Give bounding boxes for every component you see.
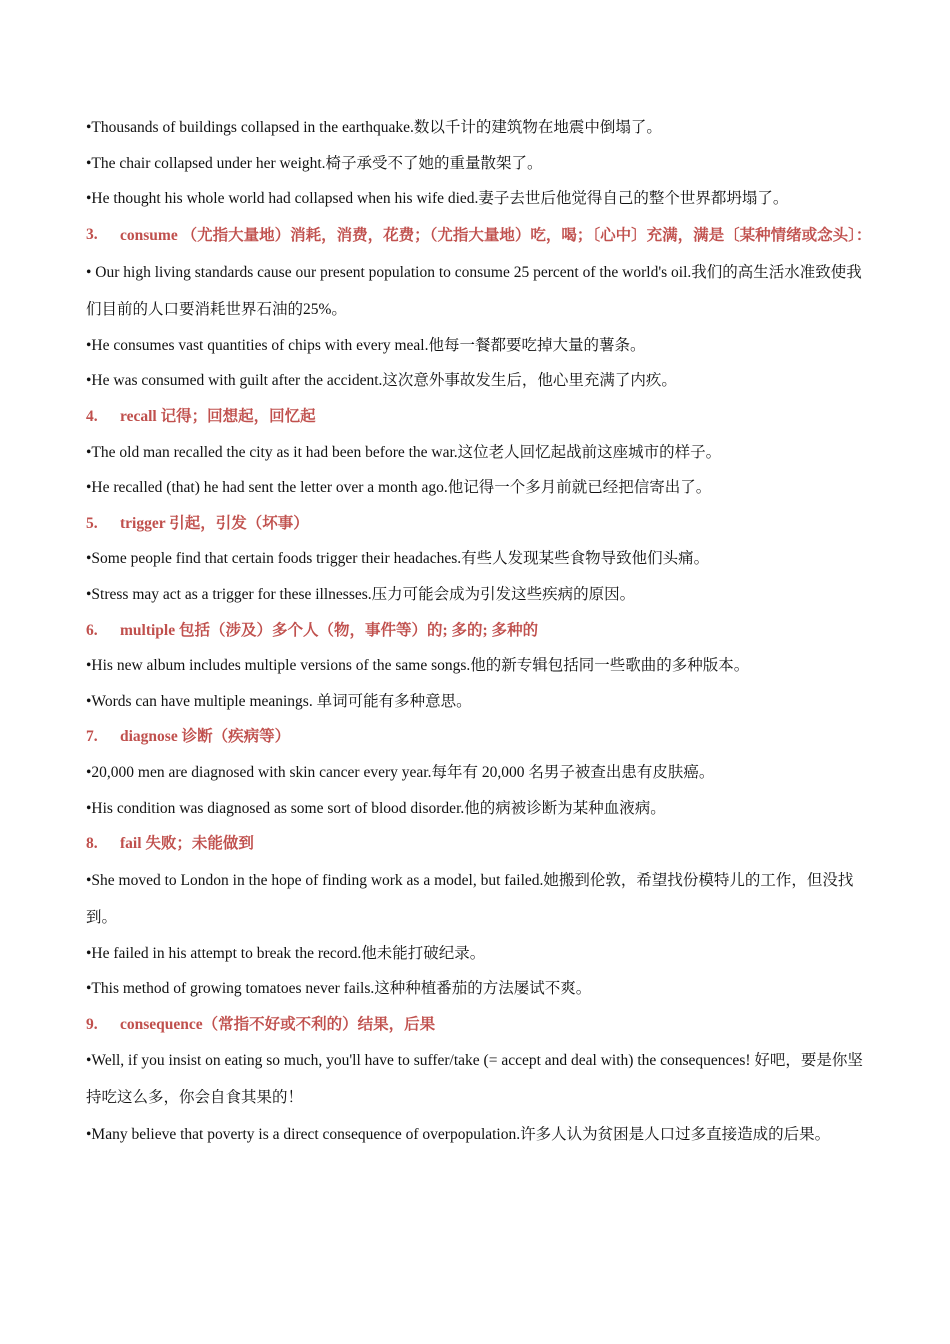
example-sentence: •He thought his whole world had collapsed when his wife died.妻子去世后他觉得自己的整个世界都坍塌了。 xyxy=(86,190,789,208)
example-sentence: •Thousands of buildings collapsed in the earthquake.数以千计的建筑物在地震中倒塌了。 xyxy=(86,119,662,136)
heading-number: 9. xyxy=(86,1015,98,1033)
heading-number: 8. xyxy=(86,835,98,853)
heading-number: 3. xyxy=(86,225,98,243)
vocabulary-content xyxy=(86,110,876,1153)
heading-number: 4. xyxy=(86,407,98,425)
example-sentence: •His new album includes multiple versions of the same songs.他的新专辑包括同一些歌曲的多种版本。 xyxy=(86,657,750,675)
example-sentence: •His condition was diagnosed as some sort of blood disorder.他的病被诊断为某种血液病。 xyxy=(86,799,666,817)
vocab-heading-trigger xyxy=(86,506,876,542)
heading-text: recall 记得；回想起，回忆起 xyxy=(120,407,316,425)
heading-text: diagnose 诊断（疾病等） xyxy=(120,728,291,746)
heading-text: fail 失败；未能做到 xyxy=(120,835,254,853)
example-sentence: • Our high living standards cause our present population to consume 25 percent of the world's oil.我们的高生活水准致使我们目前的人口要消耗世界石油的25%。 xyxy=(86,263,862,318)
example-sentence: •This method of growing tomatoes never fails.这种种植番茄的方法屡试不爽。 xyxy=(86,980,592,998)
vocab-heading-multiple xyxy=(86,613,876,649)
heading-number: 6. xyxy=(86,621,98,639)
heading-text: consume （尤指大量地）消耗，消费，花费；（尤指大量地）吃，喝；〔心中〕充满，满是〔某种情绪或念头〕： xyxy=(120,226,872,244)
example-sentence: •He failed in his attempt to break the record.他未能打破纪录。 xyxy=(86,944,486,962)
example-sentence: •Stress may act as a trigger for these illnesses.压力可能会成为引发这些疾病的原因。 xyxy=(86,585,636,603)
example-sentence: •He was consumed with guilt after the accident.这次意外事故发生后，他心里充满了内疚。 xyxy=(86,372,677,390)
heading-text: consequence（常指不好或不利的）结果，后果 xyxy=(120,1015,436,1033)
heading-number: 7. xyxy=(86,728,98,746)
vocab-heading-diagnose xyxy=(86,719,876,755)
heading-text: multiple 包括（涉及）多个人（物，事件等）的; 多的; 多种的 xyxy=(120,621,539,639)
example-sentence: •He consumes vast quantities of chips with every meal.他每一餐都要吃掉大量的薯条。 xyxy=(86,336,646,354)
example-sentence: •Well, if you insist on eating so much, you'll have to suffer/take (= accept and deal with) the consequences! 好吧，要是你坚持吃这么多，你会自食其果的！ xyxy=(86,1052,863,1107)
example-sentence: •Many believe that poverty is a direct consequence of overpopulation.许多人认为贫困是人口过多直接造成的后果。 xyxy=(86,1126,831,1144)
heading-number: 5. xyxy=(86,514,98,532)
example-sentence: •He recalled (that) he had sent the letter over a month ago.他记得一个多月前就已经把信寄出了。 xyxy=(86,479,712,497)
vocab-heading-consume xyxy=(86,217,876,254)
example-sentence: •She moved to London in the hope of finding work as a model, but failed.她搬到伦敦，希望找份模特儿的工作，但没找到。 xyxy=(86,871,854,926)
example-sentence: •Some people find that certain foods trigger their headaches.有些人发现某些食物导致他们头痛。 xyxy=(86,550,710,568)
example-sentence: •20,000 men are diagnosed with skin cancer every year.每年有 20,000 名男子被查出患有皮肤癌。 xyxy=(86,763,715,781)
vocab-heading-fail xyxy=(86,826,876,862)
heading-text: trigger 引起，引发（坏事） xyxy=(120,514,309,532)
vocab-heading-consequence xyxy=(86,1007,876,1043)
vocab-heading-recall xyxy=(86,399,876,435)
example-sentence: •Words can have multiple meanings. 单词可能有多种意思。 xyxy=(86,692,472,710)
example-sentence: •The old man recalled the city as it had been before the war.这位老人回忆起战前这座城市的样子。 xyxy=(86,443,722,461)
example-sentence: •The chair collapsed under her weight.椅子承受不了她的重量散架了。 xyxy=(86,154,543,172)
